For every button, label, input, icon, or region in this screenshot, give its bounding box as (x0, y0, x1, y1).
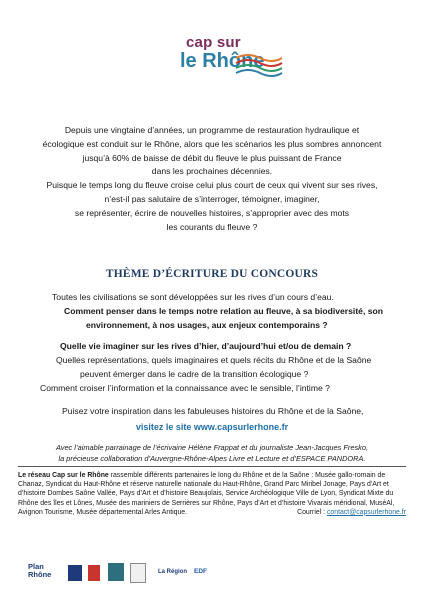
theme-line: peuvent émerger dans le cadre de la transition écologique ? (80, 369, 309, 379)
prefecture-logo (68, 565, 82, 581)
union-europeenne-logo (130, 563, 146, 583)
theme-question: Quelle vie imaginer sur les rives d’hier, d’aujourd’hui et/ou de demain ? (60, 341, 352, 351)
theme-title: THÈME D’ÉCRITURE DU CONCOURS (105, 268, 319, 280)
footer-partners (18, 466, 406, 517)
republique-logo (88, 565, 100, 581)
footer-contact (297, 508, 406, 517)
intro-paragraph (20, 124, 404, 234)
courriel-label: Courriel : (297, 508, 327, 516)
plan-rhone-logo: Plan Rhône (28, 562, 52, 579)
agency-logo (108, 563, 124, 581)
footer-text: rassemble différents partenaires le long du Rhône et de la Saône : Musée gallo-romain de Chanaz, Syndicat du Haut-Rhône et réserve naturelle nationale du Haut-Rhône, Grand Parc Miribel Jonage, Pays d’Art et d’histoire Dombes Saône Vallée, Pays d’Art et d’histoire Beaujolais, Service Archéologique Ville de Lyon, Syndicat Mixte du Rhône des îles et Lônes, Musée des mariniers de Serrières sur Rhône, Pays d’Art et d’histoire Vivarais méridional, MuséAl, Avignon Tourisme, Musée départemental Arles Antique. (18, 472, 395, 516)
intro-line: n’est-il pas salutaire de s’interroger, témoigner, imaginer, (104, 193, 320, 204)
intro-line: Depuis une vingtaine d’années, un programme de restauration hydraulique et (64, 125, 360, 135)
edf-logo: EDF (194, 568, 207, 575)
theme-question: Comment penser dans le temps notre relation au fleuve, à sa biodiversité, son (64, 306, 384, 316)
theme-line: Comment croiser l’information et la connaissance avec le sensible, l’intime ? (40, 383, 330, 393)
river-waves-icon (234, 52, 284, 78)
theme-line: Quelles représentations, quels imaginaires et quels récits du Rhône et de la Saône (56, 355, 372, 365)
intro-line: se représenter, écrire de nouvelles histoires, s’approprier avec des mots (74, 207, 350, 218)
contact-email-link[interactable]: contact@capsurlerhone.fr (326, 508, 406, 516)
cap-sur-le-rhone-logo (176, 30, 286, 98)
footer-lead: Le réseau Cap sur le Rhône (18, 472, 109, 479)
intro-line: Puisque le temps long du fleuve croise celui plus court de ceux qui vivent sur ses rives, (46, 180, 378, 191)
website-link[interactable]: visitez le site www.capsurlerhone.fr (135, 422, 289, 432)
credits (12, 443, 412, 464)
partner-logos (28, 561, 218, 587)
theme-line: Toutes les civilisations se sont développées sur les rives d’un cours d’eau. (52, 292, 334, 302)
intro-line: jusqu’à 60% de baisse de débit du fleuve le plus puissant de France (82, 152, 342, 163)
credits-line: la précieuse collaboration d’Auvergne-Rhône-Alpes Livre et Lecture et d’ESPACE PANDORA. (58, 453, 366, 463)
credits-line: Avec l’aimable parrainage de l’écrivaine Hélène Frappat et du journaliste Jean-Jacques Fresko, (55, 443, 369, 452)
intro-line: écologique est conduit sur le Rhône, alors que les scénarios les plus sombres annoncent (42, 138, 382, 149)
intro-line: les courants du fleuve ? (166, 221, 258, 232)
intro-line: dans les prochaines décennies. (151, 166, 273, 177)
la-region-logo: La Région (158, 569, 188, 575)
logo-line-1: cap sur (186, 34, 241, 51)
inspiration-text: Puisez votre inspiration dans les fabuleuses histoires du Rhône et de la Saône, (62, 406, 364, 416)
theme-question: environnement, à nos usages, aux enjeux contemporains ? (86, 320, 328, 330)
logo-line-2: le Rhône (180, 50, 265, 72)
